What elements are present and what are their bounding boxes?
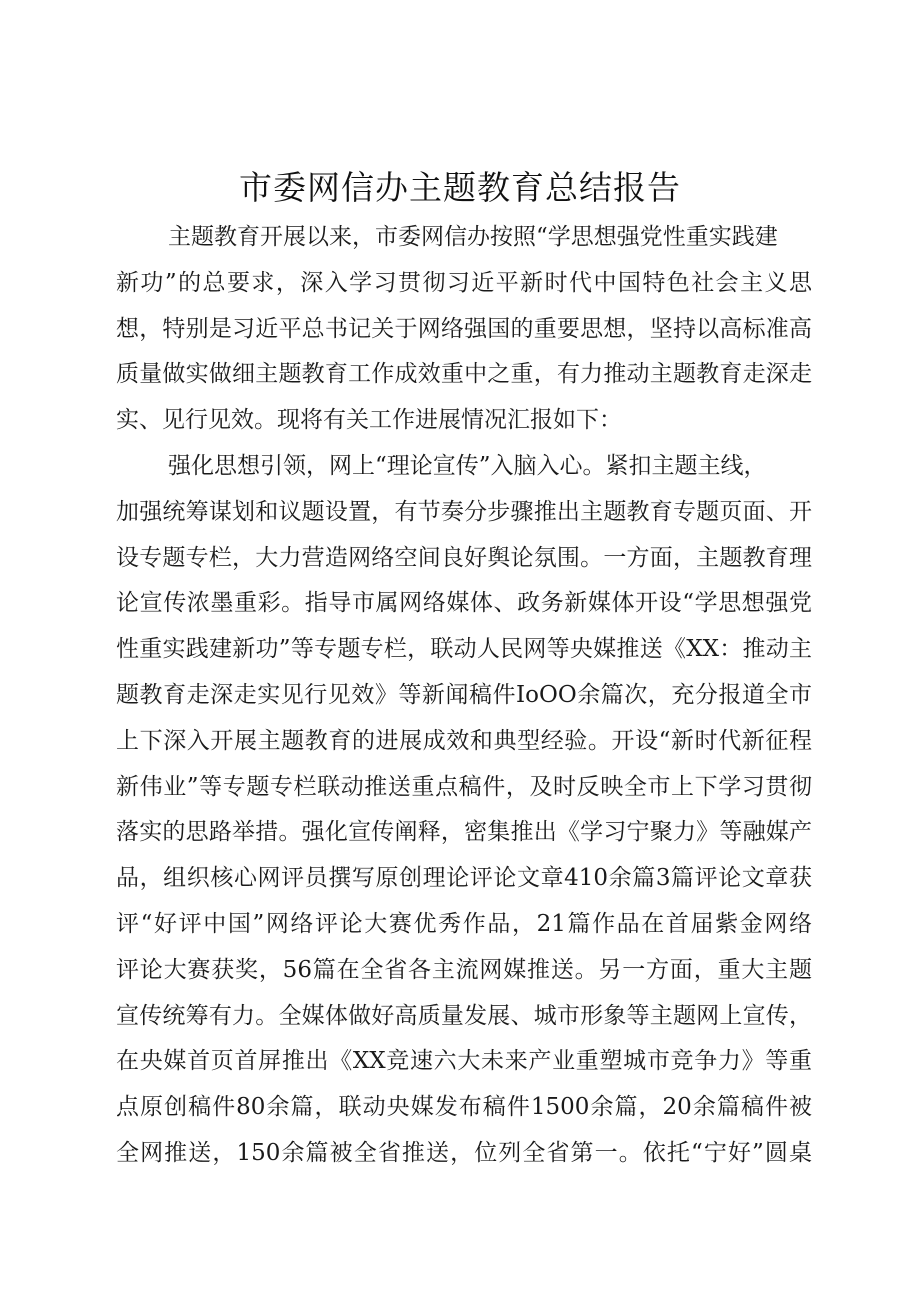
paragraph-line: 实、见行见效。现将有关工作进展情况汇报如下： xyxy=(116,407,622,434)
paragraph-line: 题教育走深走实见行见效》等新闻稿件IoOO余篇次，充分报道全市 xyxy=(116,681,812,708)
paragraph-line: 落实的思路举措。强化宣传阐释，密集推出《学习宁聚力》等融媒产 xyxy=(116,819,812,846)
document-body xyxy=(116,215,812,1177)
document-title: 市委网信办主题教育总结报告 xyxy=(239,168,681,207)
paragraph-line: 设专题专栏，大力营造网络空间良好舆论氛围。一方面，主题教育理 xyxy=(116,544,812,571)
paragraph-line: 品，组织核心网评员撰写原创理论评论文章410余篇3篇评论文章获 xyxy=(116,865,812,892)
paragraph-line: 在央媒首页首屏推出《XX竞速六大未来产业重塑城市竞争力》等重 xyxy=(116,1048,812,1075)
paragraph-line: 新伟业”等专题专栏联动推送重点稿件，及时反映全市上下学习贯彻 xyxy=(116,773,812,800)
paragraph-line: 性重实践建新功”等专题专栏，联动人民网等央媒推送《XX：推动主 xyxy=(116,636,812,663)
paragraph-line: 想，特别是习近平总书记关于网络强国的重要思想，坚持以高标准高 xyxy=(116,315,812,342)
paragraph-line: 上下深入开展主题教育的进展成效和典型经验。开设“新时代新征程 xyxy=(116,727,812,754)
paragraph-line: 点原创稿件80余篇，联动央媒发布稿件1500余篇，20余篇稿件被 xyxy=(116,1094,812,1121)
paragraph-line: 全网推送，150余篇被全省推送，位列全省第一。依托“宁好”圆桌 xyxy=(116,1139,812,1166)
paragraph-line: 强化思想引领，网上“理论宣传”入脑入心。紧扣主题主线， xyxy=(168,452,767,479)
paragraph-line: 主题教育开展以来，市委网信办按照“学思想强党性重实践建 xyxy=(168,224,778,250)
paragraph-line: 评论大赛获奖，56篇在全省各主流网媒推送。另一方面，重大主题 xyxy=(116,956,812,983)
paragraph-line: 加强统筹谋划和议题设置，有节奏分步骤推出主题教育专题页面、开 xyxy=(116,498,812,525)
paragraph-line: 新功”的总要求，深入学习贯彻习近平新时代中国特色社会主义思 xyxy=(116,269,812,296)
paragraph-line: 质量做实做细主题教育工作成效重中之重，有力推动主题教育走深走 xyxy=(116,361,812,388)
paragraph-line: 评“好评中国”网络评论大赛优秀作品，21篇作品在首届紫金网络 xyxy=(116,910,812,937)
paragraph-line: 宣传统筹有力。全媒体做好高质量发展、城市形象等主题网上宣传， xyxy=(116,1002,812,1029)
paragraph-line: 论宣传浓墨重彩。指导市属网络媒体、政务新媒体开设“学思想强党 xyxy=(116,590,812,617)
